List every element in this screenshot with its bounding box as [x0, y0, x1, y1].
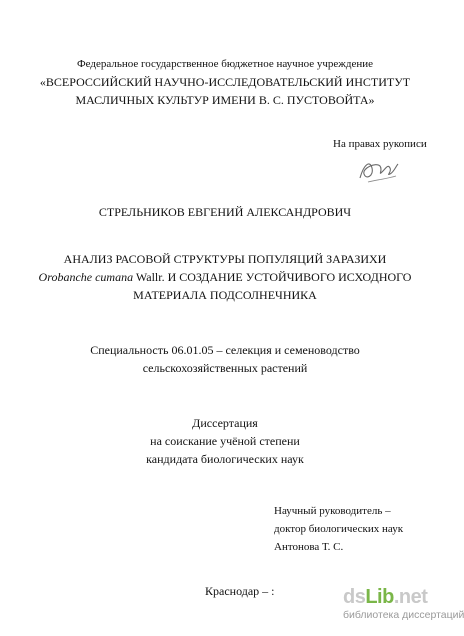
institution-line-2: «ВСЕРОССИЙСКИЙ НАУЧНО-ИССЛЕДОВАТЕЛЬСКИЙ ИНСТИТУТ	[39, 75, 411, 89]
title-line-3: МАТЕРИАЛА ПОДСОЛНЕЧНИКА	[133, 288, 317, 302]
dslib-logo: dsLib.net	[343, 586, 428, 608]
specialty-line-2: сельскохозяйственных растений	[142, 361, 308, 375]
signature-image	[356, 156, 400, 186]
supervisor-name: Антонова Т. С.	[274, 541, 344, 553]
species-name: Orobanche cumana	[38, 270, 134, 284]
supervisor-label: Научный руководитель –	[274, 505, 391, 517]
author-name: СТРЕЛЬНИКОВ ЕВГЕНИЙ АЛЕКСАНДРОВИЧ	[98, 205, 352, 219]
title-line-1: АНАЛИЗ РАСОВОЙ СТРУКТУРЫ ПОПУЛЯЦИЙ ЗАРАЗИХИ	[63, 252, 387, 266]
degree-line-1: на соискание учёной степени	[150, 434, 300, 448]
city-year: Краснодар – :	[205, 584, 275, 598]
degree-line-2: кандидата биологических наук	[146, 452, 304, 466]
dslib-subtitle: библиотека диссертаций	[343, 609, 464, 621]
specialty-line-1: Специальность 06.01.05 – селекция и семеноводство	[90, 343, 360, 357]
rights-note: На правах рукописи	[333, 138, 427, 150]
title-line-2-rest: Wallr. И СОЗДАНИЕ УСТОЙЧИВОГО ИСХОДНОГО	[133, 270, 412, 284]
title-line-2	[0, 270, 450, 284]
dslib-watermark	[343, 586, 464, 636]
dissertation-label: Диссертация	[192, 416, 258, 430]
institution-line-1: Федеральное государственное бюджетное научное учреждение	[76, 58, 374, 70]
institution-line-3: МАСЛИЧНЫХ КУЛЬТУР ИМЕНИ В. С. ПУСТОВОЙТА»	[75, 93, 375, 107]
supervisor-degree: доктор биологических наук	[274, 523, 404, 535]
